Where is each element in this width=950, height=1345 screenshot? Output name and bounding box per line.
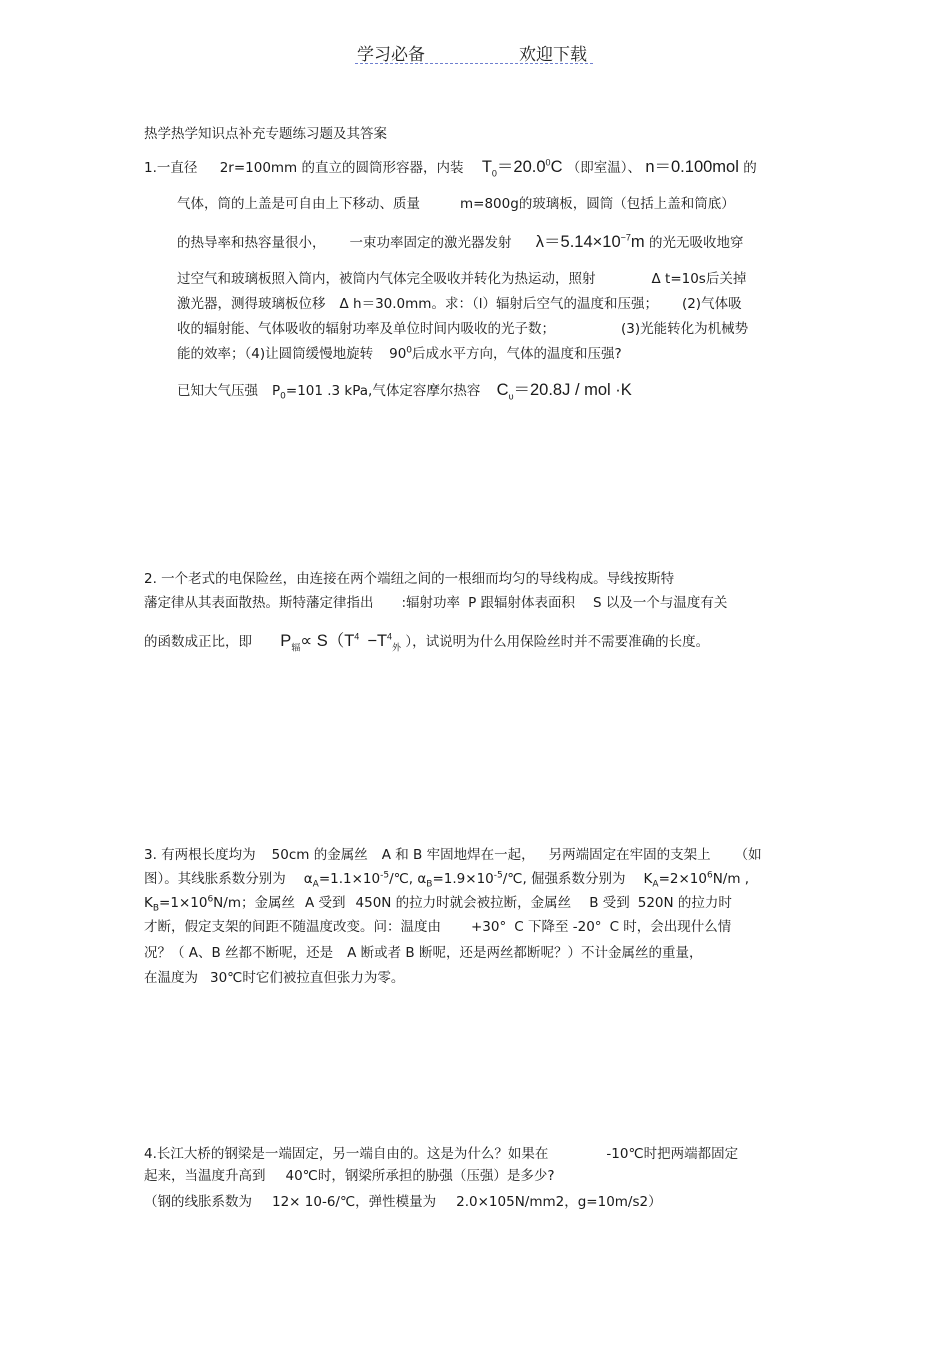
q1-line-2: 气体，筒的上盖是可自由上下移动、质量 m=800g的玻璃板，圆筒（包括上盖和筒底） [177,196,735,212]
page-title: 热学热学知识点补充专题练习题及其答案 [144,126,387,142]
q2-line-1: 2. 一个老式的电保险丝，由连接在两个端纽之间的一根细而均匀的导线构成。导线按斯特 [144,571,675,587]
q4-line-3: （钢的线胀系数为 12× 10-6/℃，弹性模量为 2.0×105N/mm2，g=10m/s2） [144,1194,662,1210]
q1-line-3: 的热导率和热容量很小， 一束功率固定的激光器发射 $\lambda=5.14\times 10^{-7}m$ 的光无吸收地穿 [177,232,744,251]
q1-line-8: 已知大气压强 $P_0=101$ .3 kPa,气体定容摩尔热容 $C_\upsilon=20.8J$ / mol ·K [177,381,632,402]
q1-wavelength: $\lambda=5.14\times 10^{-7}m$ [535,232,645,251]
q3-line-5: 况？（ A、B 丝都不断呢，还是 A 断或者 B 断呢，还是两丝都断呢？）不计金属丝的重量， [144,945,703,961]
q2-line-3: 的函数成正比，即 $P_辐\propto S(T^4 -T^4_外$ ），试说明为什么用保险丝时并不需要准确的长度。 [144,631,710,653]
q1-diameter: 2r=100mm [219,160,298,176]
q2-stefan-formula: $P_辐\propto S(T^4 -T^4_外$ [280,631,402,653]
header-right-text: 欢迎下载 [519,45,587,65]
q1-line-5: 激光器，测得玻璃板位移 Δ h＝30.0mm。求：（l）辐射后空气的温度和压强； (2)气体吸 [177,296,742,312]
q1-moles: n＝0.100mol [645,158,739,176]
header-left-text: 学习必备 [357,45,425,65]
q1-text: （即室温）、 [566,160,642,176]
q3-line-2: 图）。其线胀系数分别为 $\alpha_A=1.1\times 10^{-5}/℃$, $\alpha_B=1.9\times 10^{-5}/℃$, 倔强系数分别为 $K_A=2\times 10^6N/m$ , [144,870,750,890]
q4-line-1: 4.长江大桥的钢梁是一端固定，另一端自由的。这是为什么？如果在 -10℃时把两端都固定 [144,1146,739,1162]
q3-line-3: $K_B=1\times 10^6N/m$；金属丝 A 受到 450N 的拉力时就会被拉断，金属丝 B 受到 520N 的拉力时 [144,894,732,914]
q1-line-6: 收的辐射能、气体吸收的辐射功率及单位时间内吸收的光子数； (3)光能转化为机械势 [177,321,749,337]
q1-line-7: 能的效率；（4)让圆筒缓慢地旋转 $90^0$后成水平方向，气体的温度和压强? [177,345,622,362]
q1-heat-capacity: $C_\upsilon=20.8J$ / mol ·K [496,381,632,402]
q1-line-1 [144,158,757,177]
q4-line-2: 起来，当温度升高到 40℃时，钢梁所承担的胁强（压强）是多少? [144,1168,555,1184]
q3-line-1: 3. 有两根长度均为 50cm 的金属丝 A 和 B 牢固地焊在一起， 另两端固定在牢固的支架上 （如 [144,847,762,863]
q1-line-4: 过空气和玻璃板照入筒内，被筒内气体完全吸收并转化为热运动，照射 Δ t=10s后关掉 [177,271,747,287]
header-divider [355,63,593,64]
q1-text: 的 [743,160,757,176]
q3-line-4: 才断，假定支架的间距不随温度改变。问：温度由 +30° C 下降至 -20° C 时，会出现什么情 [144,919,732,935]
q2-line-2: 藩定律从其表面散热。斯特藩定律指出 :辐射功率 P 跟辐射体表面积 S 以及一个与温度有关 [144,595,728,611]
q1-text: 1.一直径 [144,160,198,176]
q3-line-6: 在温度为 30℃时它们被拉直但张力为零。 [144,970,405,986]
q1-temperature: $T_0=20.0^0C$ [481,157,563,179]
q1-text: 的直立的圆筒形容器，内装 [301,160,464,176]
